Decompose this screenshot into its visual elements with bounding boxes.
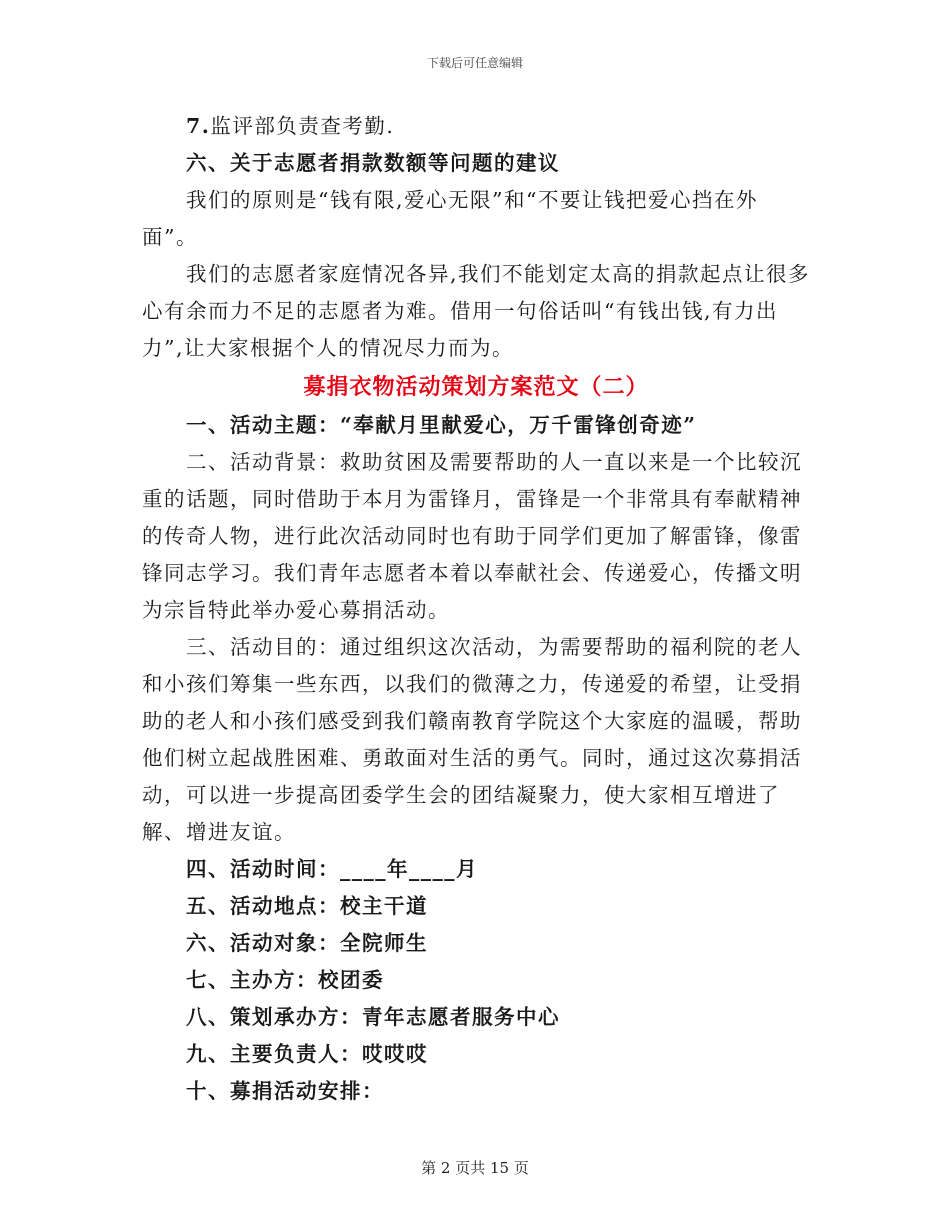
document-title: 募捐衣物活动策划方案范文（二） bbox=[303, 374, 649, 400]
activity-planner: 八、策划承办方：青年志愿者服务中心 bbox=[186, 1005, 560, 1029]
paragraph-principle: 我们的原则是“钱有限,爱心无限”和“不要让钱把爱心挡在外面”。 bbox=[142, 188, 758, 249]
activity-purpose: 三、活动目的：通过组织这次活动，为需要帮助的福利院的老人和小孩们筹集一些东西，以我们的微薄之力，传递爱的希望，让受捐助的老人和小孩们感受到我们赣南教育学院这个大家庭的温暖，帮助他们树立起战胜困难、勇敢面对生活的勇气。同时，通过这次募捐活动，可以进一步提高团委学生会的团结凝聚力，使大家相互增进了解、增进友谊。 bbox=[142, 635, 802, 844]
section-6-heading: 六、关于志愿者捐款数额等问题的建议 bbox=[186, 151, 560, 175]
activity-theme: 一、活动主题：“奉献月里献爱心，万千雷锋创奇迹” bbox=[186, 413, 697, 437]
paragraph-situation: 我们的志愿者家庭情况各异,我们不能划定太高的捐款起点让很多心有余而力不足的志愿者为难。借用一句俗话叫“有钱出钱,有力出力”,让大家根据个人的情况尽力而为。 bbox=[142, 262, 811, 360]
activity-background: 二、活动背景：救助贫困及需要帮助的人一直以来是一个比较沉重的话题，同时借助于本月为雷锋月，雷锋是一个非常具有奉献精神的传奇人物，进行此次活动同时也有助于同学们更加了解雷锋，像雷锋同志学习。我们青年志愿者本着以奉献社会、传递爱心，传播文明为宗旨特此举办爱心募捐活动。 bbox=[142, 450, 802, 622]
item-7-number: 7. bbox=[186, 114, 211, 138]
page-footer: 第 2 页共 15 页 bbox=[421, 1159, 529, 1177]
item-7-text: 监评部负责查考勤. bbox=[210, 114, 395, 138]
activity-target: 六、活动对象：全院师生 bbox=[186, 931, 428, 955]
activity-time: 四、活动时间：____年____月 bbox=[186, 857, 478, 881]
document-body bbox=[142, 108, 810, 1110]
activity-leader: 九、主要负责人：哎哎哎 bbox=[186, 1042, 428, 1066]
page-header: 下载后可任意编辑 bbox=[426, 56, 523, 70]
activity-place: 五、活动地点：校主干道 bbox=[186, 894, 428, 918]
activity-arrangement: 十、募捐活动安排： bbox=[186, 1079, 384, 1103]
activity-organizer: 七、主办方：校团委 bbox=[186, 968, 384, 992]
item-7 bbox=[142, 108, 810, 145]
